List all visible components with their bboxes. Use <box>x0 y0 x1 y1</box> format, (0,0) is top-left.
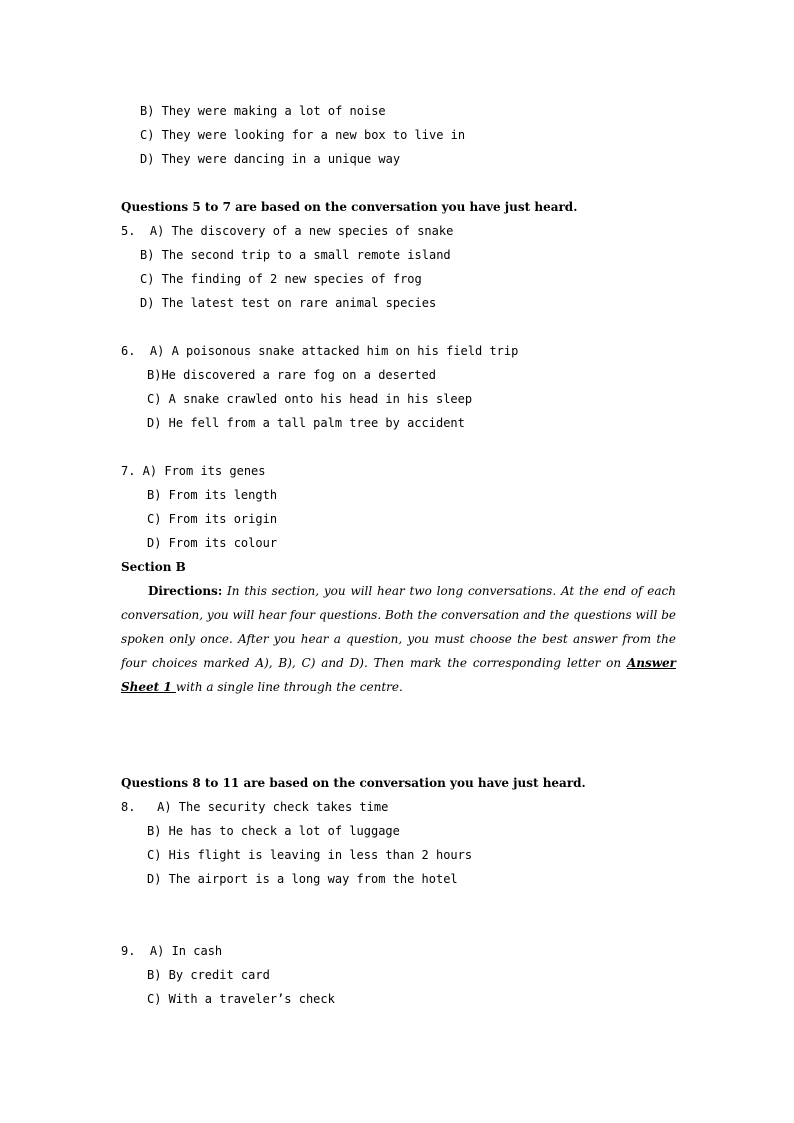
q5-option-a: 5. A) The discovery of a new species of snake <box>121 224 454 238</box>
q6-option-a: 6. A) A poisonous snake attacked him on his field trip <box>121 344 519 358</box>
q7-option-b: B) From its length <box>147 488 278 502</box>
section-b-directions <box>121 579 676 699</box>
q7-option-a: 7. A) From its genes <box>121 464 266 478</box>
q8-option-d: D) The airport is a long way from the hotel <box>147 872 458 886</box>
directions-text-2: with a single line through the centre. <box>175 680 403 694</box>
q8-option-a: 8. A) The security check takes time <box>121 800 389 814</box>
q6-option-b: B)He discovered a rare fog on a deserted <box>147 368 436 382</box>
answer-sheet-reference: Answer Sheet 1 <box>121 656 676 694</box>
q9-option-a: 9. A) In cash <box>121 944 223 958</box>
q6-option-c: C) A snake crawled onto his head in his sleep <box>147 392 473 406</box>
q7-option-c: C) From its origin <box>147 512 278 526</box>
questions-5-7-heading: Questions 5 to 7 are based on the conversation you have just heard. <box>121 200 578 214</box>
q9-option-b: B) By credit card <box>147 968 270 982</box>
q5-option-b: B) The second trip to a small remote island <box>140 248 451 262</box>
directions-text-1: In this section, you will hear two long conversations. At the end of each conversation, you will hear four questions. Both the conversation and the questions will be spoken only once. After you hear a question, you must choose the best answer from the four choices marked A), B), C) and D). Then mark the corresponding letter on <box>121 584 676 670</box>
q7-option-d: D) From its colour <box>147 536 278 550</box>
q5-option-c: C) The finding of 2 new species of frog <box>140 272 422 286</box>
q4-option-b: B) They were making a lot of noise <box>140 104 386 118</box>
q4-option-c: C) They were looking for a new box to live in <box>140 128 466 142</box>
questions-8-11-heading: Questions 8 to 11 are based on the conversation you have just heard. <box>121 776 586 790</box>
q8-option-b: B) He has to check a lot of luggage <box>147 824 400 838</box>
q8-option-c: C) His flight is leaving in less than 2 hours <box>147 848 473 862</box>
q6-option-d: D) He fell from a tall palm tree by accident <box>147 416 465 430</box>
q4-option-d: D) They were dancing in a unique way <box>140 152 401 166</box>
section-b-title: Section B <box>121 560 186 574</box>
q9-option-c: C) With a traveler’s check <box>147 992 335 1006</box>
directions-lead: Directions: <box>148 584 223 598</box>
q5-option-d: D) The latest test on rare animal species <box>140 296 437 310</box>
